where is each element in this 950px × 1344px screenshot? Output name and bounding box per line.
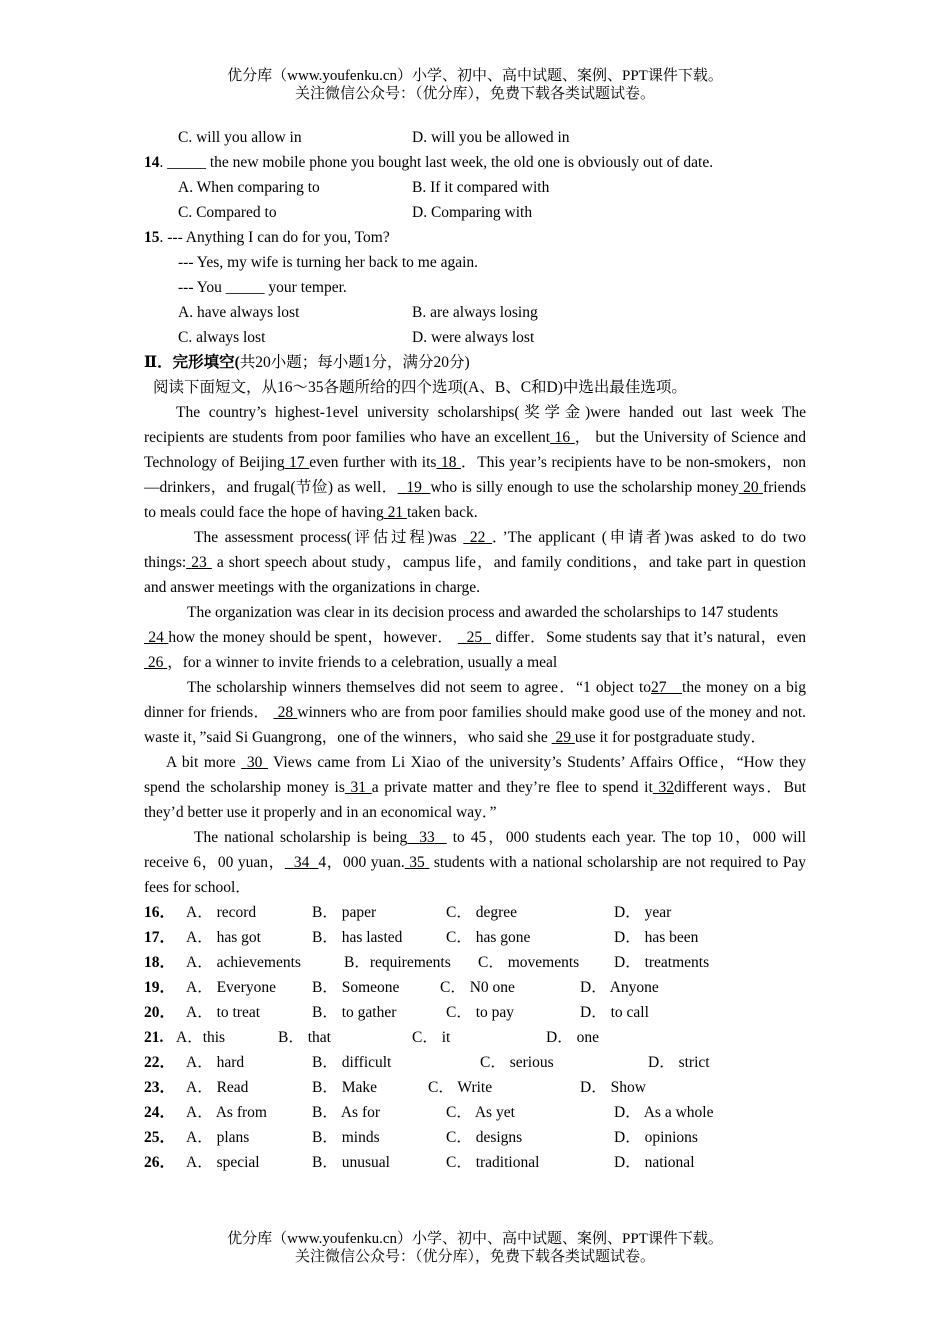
blank-23: 23: [191, 554, 207, 571]
blank-19: 19: [406, 479, 422, 496]
choice-option-a: A．this: [176, 1029, 226, 1046]
choice-number: 21.: [144, 1029, 164, 1046]
blank-34: 34: [293, 854, 310, 871]
blank-29: 29: [555, 729, 572, 746]
choice-number: 18．: [144, 954, 176, 971]
choice-row-18: [144, 950, 806, 975]
q15-options-ab: [144, 300, 806, 325]
choice-option-a: A． As from: [186, 1104, 267, 1121]
choice-option-d: D． has been: [614, 929, 699, 946]
p3-text: The organization was clear in its decision process and awarded the scholarships to 147 students: [187, 604, 779, 621]
blank-32: 32: [658, 779, 674, 796]
choice-option-c: C． degree: [446, 904, 518, 921]
choice-option-d: D． one: [546, 1029, 599, 1046]
blank-20: 20: [743, 479, 759, 496]
section-2-title: [144, 350, 806, 375]
section-2-title-rest: 共20小题；每小题1分，满分20分): [239, 354, 470, 371]
choice-option-b: B． paper: [312, 904, 377, 921]
choice-option-d: D． year: [614, 904, 672, 921]
blank-26: 26: [147, 654, 164, 671]
header-line-2: 关注微信公众号：（优分库），免费下载各类试题试卷。: [294, 86, 655, 102]
passage-paragraph-4: [144, 675, 806, 750]
passage-paragraph-3b: [144, 625, 806, 675]
choice-row-21: [144, 1025, 806, 1050]
choice-number: 20．: [144, 1004, 176, 1021]
p1-text: The country’s highest-1evel university scholarships(奖学金)were handed out last week The recipients are students from poor families who have an excellent: [144, 404, 806, 446]
choice-option-c: C． Write: [428, 1079, 493, 1096]
q14-option-d: D. Comparing with: [412, 204, 533, 221]
choice-option-c: C． to pay: [446, 1004, 515, 1021]
passage-paragraph-3: [144, 600, 806, 625]
q14-options-cd: [144, 200, 806, 225]
choice-row-20: [144, 1000, 806, 1025]
choice-option-c: C． serious: [480, 1054, 554, 1071]
p6-text: 4，000 yuan.: [318, 854, 405, 871]
q15-dialog-3: --- You _____ your temper.: [178, 279, 347, 296]
choice-option-d: D． As a whole: [614, 1104, 714, 1121]
choice-option-d: D． national: [614, 1154, 695, 1171]
blank-30: 30: [246, 754, 263, 771]
page-header: [0, 67, 950, 103]
blank-17: 17: [289, 454, 305, 471]
blank-24: 24: [148, 629, 164, 646]
p6-text: to 45，000 students each year. The top 10，000 will receive 6，00 yuan，: [144, 829, 807, 871]
p1-text: ．This year’s recipients have to be non-smokers，non—drinkers，and frugal(节俭) as well．: [144, 454, 806, 496]
passage-paragraph-1: [144, 400, 806, 525]
blank-22: 22: [469, 529, 486, 546]
choice-option-b: B． to gather: [312, 1004, 397, 1021]
choice-option-a: A． has got: [186, 929, 261, 946]
footer-line-2: 关注微信公众号：（优分库），免费下载各类试题试卷。: [294, 1249, 655, 1265]
q14-option-a: A. When comparing to: [178, 179, 320, 196]
q15-option-c: C. always lost: [178, 329, 266, 346]
p6-text: The national scholarship is being: [194, 829, 408, 846]
choice-option-b: B． Someone: [312, 979, 400, 996]
blank-27: 27: [651, 679, 667, 696]
passage-paragraph-2: [144, 525, 806, 600]
choice-number: 22．: [144, 1054, 176, 1071]
q13-option-d: D. will you be allowed in: [412, 129, 570, 146]
choice-number: 25．: [144, 1129, 176, 1146]
choice-option-c: C． N0 one: [440, 979, 515, 996]
p2-text: a short speech about study，campus life，and family conditions，and take part in question and answer meetings with the organizations in charge.: [144, 554, 807, 596]
p2-text: ．’The applicant (申请者)was asked to do two things:: [144, 529, 807, 571]
choice-row-22: [144, 1050, 806, 1075]
p4-text: winners who are from poor families should make good use of the money and not. waste it，”said Si Guangrong，one of the winners，who said she: [144, 704, 806, 746]
choice-row-25: [144, 1125, 806, 1150]
choice-number: 19．: [144, 979, 176, 996]
section-2-instruction: 阅读下面短文，从16～35各题所给的四个选项(A、B、C和D)中选出最佳选项。: [153, 379, 687, 396]
blank-21: 21: [387, 504, 404, 521]
choice-option-a: A． achievements: [186, 954, 301, 971]
choice-option-d: D． Anyone: [580, 979, 659, 996]
q13-option-c: C. will you allow in: [178, 129, 302, 146]
p1-text: taken back.: [407, 504, 478, 521]
p4-text: the money on a big dinner for friends．: [144, 679, 806, 721]
choice-row-19: [144, 975, 806, 1000]
p3b-text: ，for a winner to invite friends to a celebration, usually a meal: [167, 654, 558, 671]
p1-text: who is silly enough to use the scholarship money: [430, 479, 739, 496]
q14-stem-text: . _____ the new mobile phone you bought last week, the old one is obviously out of date.: [159, 154, 714, 171]
p4-text: use it for postgraduate study．: [574, 729, 767, 746]
choice-option-b: B． has lasted: [312, 929, 403, 946]
footer-line-1: 优分库（www.youfenku.cn）小学、初中、高中试题、案例、PPT课件下载。: [227, 1231, 723, 1247]
choice-option-a: A． to treat: [186, 1004, 261, 1021]
q15-option-b: B. are always losing: [412, 304, 538, 321]
choice-option-c: C． designs: [446, 1129, 523, 1146]
passage-paragraph-6: [144, 825, 806, 900]
choice-option-a: A． Read: [186, 1079, 249, 1096]
header-line-1: 优分库（www.youfenku.cn）小学、初中、高中试题、案例、PPT课件下载。: [227, 68, 723, 84]
blank-31: 31: [350, 779, 367, 796]
choice-option-c: C． has gone: [446, 929, 531, 946]
q14-number: 14: [144, 154, 160, 171]
p5-text: Views came from Li Xiao of the university’s Students’ Affairs Office，“How they spend the scholarship money is: [144, 754, 806, 796]
q15-stem: [144, 225, 806, 250]
choice-option-b: B． minds: [312, 1129, 380, 1146]
q14-option-b: B. If it compared with: [412, 179, 550, 196]
p4-text: The scholarship winners themselves did not seem to agree．“1 object to: [187, 679, 652, 696]
q15-option-d: D. were always lost: [412, 329, 535, 346]
choice-option-b: B．requirements: [344, 954, 451, 971]
blank-25: 25: [466, 629, 483, 646]
choice-number: 16．: [144, 904, 176, 921]
choice-option-a: A． Everyone: [186, 979, 276, 996]
p5-text: a private matter and they’re flee to spend it: [371, 779, 653, 796]
q15-option-a: A. have always lost: [178, 304, 300, 321]
p5-text: different ways．But they’d better use it properly and in an economical way．”: [144, 779, 807, 821]
choice-option-c: C． it: [412, 1029, 451, 1046]
choice-option-d: D． Show: [580, 1079, 646, 1096]
p1-text: ， but the University of Science and Technology of Beijing: [144, 429, 807, 471]
blank-16: 16: [554, 429, 571, 446]
q15-stem-text: . --- Anything I can do for you, Tom?: [159, 229, 390, 246]
q15-number: 15: [144, 229, 160, 246]
choice-option-a: A． special: [186, 1154, 260, 1171]
choice-option-c: C． traditional: [446, 1154, 540, 1171]
q14-option-c: C. Compared to: [178, 204, 277, 221]
choice-option-d: D． treatments: [614, 954, 710, 971]
q14-stem: [144, 150, 806, 175]
choice-row-17: [144, 925, 806, 950]
passage-paragraph-5: [144, 750, 806, 825]
choice-option-b: B． Make: [312, 1079, 378, 1096]
choice-option-b: B． As for: [312, 1104, 381, 1121]
q15-dialog-2: --- Yes, my wife is turning her back to me again.: [178, 254, 479, 271]
choice-option-d: D． to call: [580, 1004, 649, 1021]
blank-33: 33: [419, 829, 435, 846]
p2-text: The assessment process(评估过程)was: [194, 529, 457, 546]
blank-28: 28: [277, 704, 294, 721]
p3b-text: how the money should be spent，however．: [168, 629, 454, 646]
p5-text: A bit more: [166, 754, 236, 771]
choice-number: 17．: [144, 929, 176, 946]
q13-options-cd: [144, 125, 806, 150]
choice-option-b: B． difficult: [312, 1054, 392, 1071]
exam-content: [144, 125, 806, 1175]
section-2-title-bold: Ⅱ．完形填空(: [144, 354, 240, 371]
choice-option-d: D． strict: [648, 1054, 710, 1071]
choice-number: 24．: [144, 1104, 176, 1121]
choice-row-23: [144, 1075, 806, 1100]
choice-option-d: D． opinions: [614, 1129, 698, 1146]
q15-options-cd: [144, 325, 806, 350]
choice-row-16: [144, 900, 806, 925]
q14-options-ab: [144, 175, 806, 200]
choice-option-a: A． hard: [186, 1054, 245, 1071]
choice-option-a: A． record: [186, 904, 257, 921]
choice-option-c: C． As yet: [446, 1104, 515, 1121]
p1-text: even further with its: [309, 454, 437, 471]
blank-35: 35: [409, 854, 425, 871]
choice-option-c: C． movements: [478, 954, 580, 971]
p1-text: friends to meals could face the hope of having: [144, 479, 807, 521]
choice-row-24: [144, 1100, 806, 1125]
p3b-text: differ．Some students say that it’s natural，even: [495, 629, 807, 646]
choice-option-b: B． unusual: [312, 1154, 390, 1171]
choice-row-26: [144, 1150, 806, 1175]
choice-option-b: B． that: [278, 1029, 331, 1046]
choice-number: 23．: [144, 1079, 176, 1096]
choice-number: 26．: [144, 1154, 176, 1171]
choice-option-a: A． plans: [186, 1129, 250, 1146]
blank-18: 18: [441, 454, 457, 471]
p6-text: students with a national scholarship are not required to Pay fees for school．: [144, 854, 807, 896]
page-footer: [0, 1230, 950, 1266]
